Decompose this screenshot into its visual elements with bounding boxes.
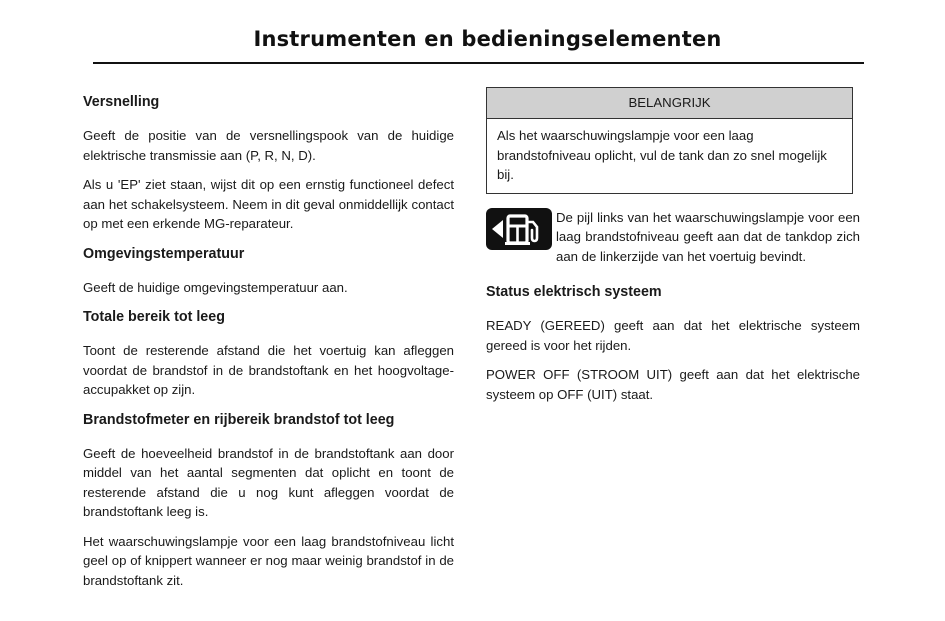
paragraph: Geeft de hoeveelheid brandstof in de brandstoftank aan door middel van het aantal segmenten dat oplicht en toont de resterende afstand die u nog kunt afleggen voordat de brandstoftank leeg is. [83, 445, 454, 519]
section-omgevingstemperatuur [83, 244, 454, 298]
section-heading: Totale bereik tot leeg [83, 309, 225, 325]
left-column [83, 92, 454, 600]
notice-label: BELANGRIJK [487, 88, 852, 119]
fuel-cap-paragraph [486, 208, 860, 267]
section-brandstofmeter [83, 410, 454, 591]
section-heading: Brandstofmeter en rijbereik brandstof tot leeg [83, 411, 395, 428]
notice-text: Als het waarschuwingslampje voor een laag brandstofniveau oplicht, vul de tank dan zo snel mogelijk bij. [497, 128, 827, 182]
paragraph: Toont de resterende afstand die het voertuig kan afleggen voordat de brandstof in de brandstoftank en het hoogvoltage-accupakket op zijn. [83, 343, 454, 397]
section-heading: Omgevingstemperatuur [83, 245, 245, 262]
section-versnelling [83, 92, 454, 234]
paragraph: POWER OFF (STROOM UIT) geeft aan dat het elektrische systeem op OFF (UIT) staat. [486, 367, 860, 402]
paragraph: Het waarschuwingslampje voor een laag brandstofniveau licht geel op of knippert wanneer er nog maar weinig brandstof in de brandstoftank zit. [83, 533, 454, 588]
fuel-cap-text: De pijl links van het waarschuwingslampje voor een laag brandstofniveau geeft aan dat de tankdop zich aan de linkerzijde van het voertuig bevindt. [556, 209, 860, 264]
section-status-elektrisch [486, 282, 860, 404]
title-divider [93, 62, 864, 64]
paragraph: READY (GEREED) geeft aan dat het elektrische systeem gereed is voor het rijden. [486, 318, 860, 353]
important-notice [486, 87, 853, 194]
section-totale-bereik [83, 307, 454, 400]
paragraph: Geeft de positie van de versnellingspook van de huidige elektrische transmissie aan (P, R, N, D). [83, 128, 454, 163]
fuel-pump-warning-icon [486, 208, 552, 250]
page-title: Instrumenten en bedieningselementen [253, 27, 722, 51]
right-column [486, 87, 860, 414]
paragraph: Geeft de huidige omgevingstemperatuur aan. [83, 279, 348, 295]
section-heading: Status elektrisch systeem [486, 284, 662, 300]
section-heading: Versnelling [83, 94, 160, 110]
paragraph: Als u 'EP' ziet staan, wijst dit op een ernstig functioneel defect aan het schakelsysteem. Neem in dit geval onmiddellijk contact op met een erkende MG-reparateur. [83, 177, 454, 231]
